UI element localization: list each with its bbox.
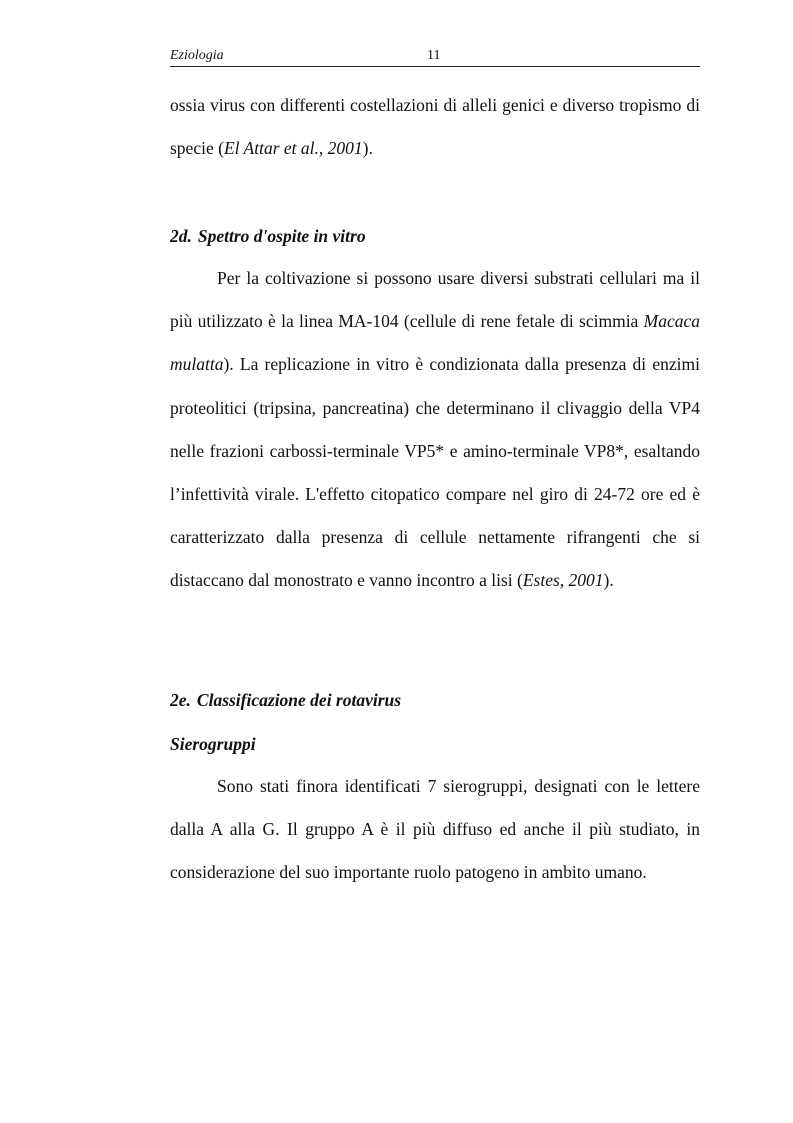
section-2d-text-2: ). La replicazione in vitro è condizionata dalla presenza di enzimi proteolitici (tripsina, pancreatina) che determinano il clivaggio della VP4 nelle frazioni carbossi-terminale VP5* e amino-terminale VP8*, esaltando l’infettività virale. L'effetto citopatico compare nel giro di 24-72 ore ed è caratterizzato dalla presenza di cellule nettamente rifrangenti che si distaccano dal monostrato e vanno incontro a lisi ( <box>170 354 700 591</box>
section-2d-paragraph <box>170 257 700 603</box>
subheading-sierogruppi <box>170 734 256 755</box>
section-2d-end: ). <box>603 570 614 591</box>
species-name: Macaca mulatta <box>170 311 700 375</box>
section-title-2d: Spettro d'ospite in vitro <box>197 226 366 246</box>
section-2e-text: Sono stati finora identificati 7 sierogruppi, designati con le lettere dalla A alla G. Il gruppo A è il più diffuso ed anche il più studiato, in considerazione del suo importante ruolo patogeno in ambito umano. <box>170 776 700 883</box>
section-number-2e: 2e. <box>170 690 191 710</box>
section-2d-citation: Estes, 2001 <box>522 570 604 591</box>
subheading-text: Sierogruppi <box>170 734 256 754</box>
running-header <box>170 48 700 67</box>
section-2d-text-1: Per la coltivazione si possono usare diversi substrati cellulari ma il più utilizzato è la linea MA-104 (cellule di rene fetale di scimmia <box>170 268 700 332</box>
intro-citation: El Attar et al., 2001 <box>223 138 363 159</box>
section-heading-2d <box>170 226 366 247</box>
page-number: 11 <box>427 48 441 63</box>
intro-text: ossia virus con differenti costellazioni di alleli genici e diverso tropismo di specie ( <box>170 95 700 159</box>
intro-end: ). <box>362 138 373 159</box>
intro-paragraph <box>170 84 700 170</box>
section-title-2e: Classificazione dei rotavirus <box>196 690 402 710</box>
section-2e-paragraph <box>170 765 700 895</box>
running-title: Eziologia <box>170 48 224 63</box>
section-heading-2e <box>170 690 401 711</box>
section-number-2d: 2d. <box>170 226 192 246</box>
